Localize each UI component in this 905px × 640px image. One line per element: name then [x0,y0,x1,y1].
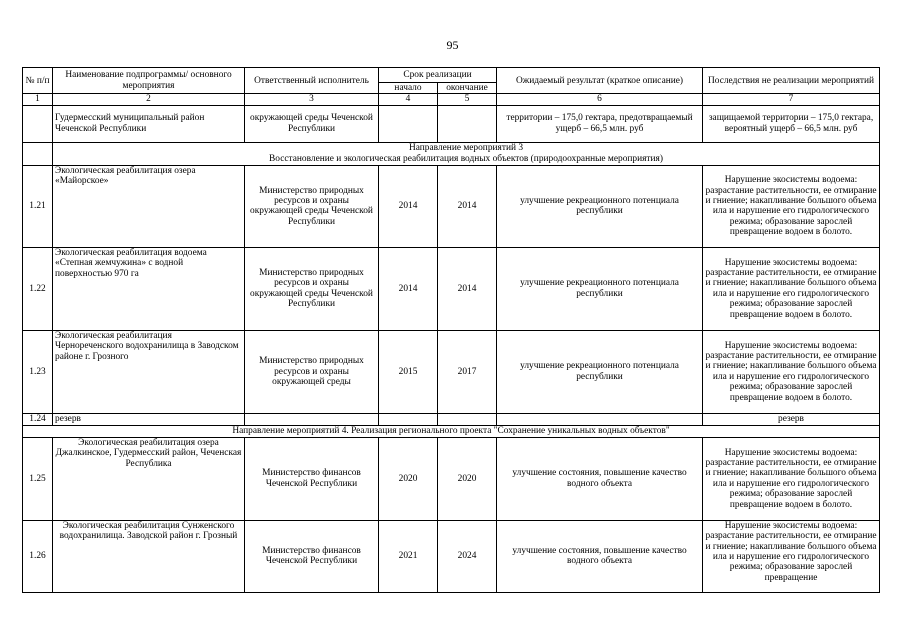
name-cell: Экологическая реабилитация Сунженского водохранилища. Заводской район г. Грозный [53,520,245,592]
consequences-cell: Нарушение экосистемы водоема: разрастание растительности, ее отмирание и гниение; накапливание большого объема ила и нарушение его гидрологического режима; образование зарослей превращение [703,520,880,592]
consequences-cell: Нарушение экосистемы водоема: разрастание растительности, ее отмирание и гниение; накапливание большого объема ила и нарушение его гидрологического режима; образование зарослей превращение водоем в болото. [703,437,880,520]
name-cell: Гудермесский муниципальный район Чеченской Республики [53,105,245,142]
name-cell: Экологическая реабилитация водоема «Степная жемчужина» с водной поверхностью 970 га [53,247,245,330]
direction-row [23,142,880,165]
end-cell: 2020 [438,437,497,520]
row-number: 1.22 [23,247,53,330]
header-name: Наименование подпрограммы/ основного мероприятия [53,68,245,94]
direction-title: Направление мероприятий 3 [408,143,524,154]
result-cell: территории – 175,0 гектара, предотвращаемый ущерб – 66,5 млн. руб [497,105,703,142]
header-period: Срок реализации [379,68,497,83]
column-index-row [23,94,880,105]
index-cell: 3 [245,94,379,105]
row-number: 1.25 [23,437,53,520]
index-cell: 7 [703,94,880,105]
start-cell: 2014 [379,247,438,330]
header-num: № п/п [23,68,53,94]
program-table [22,67,880,593]
end-cell: 2024 [438,520,497,592]
row-number: 1.23 [23,330,53,413]
start-cell: 2021 [379,520,438,592]
header-executor: Ответственный исполнитель [245,68,379,94]
name-cell: Экологическая реабилитация озера «Майорское» [53,165,245,247]
reserve-row [23,413,880,425]
end-cell: 2014 [438,247,497,330]
executor-cell: Министерство финансов Чеченской Республики [245,520,379,592]
row-number: 1.21 [23,165,53,247]
header-start: начало [379,83,438,94]
header-result: Ожидаемый результат (краткое описание) [497,68,703,94]
direction-heading [53,142,880,165]
table-row [23,247,880,330]
table-row [23,165,880,247]
index-cell: 2 [53,94,245,105]
header-consequences: Последствия не реализации мероприятий [703,68,880,94]
direction-row [23,425,880,437]
result-cell: улучшение рекреационного потенциала республики [497,330,703,413]
executor-cell: окружающей среды Чеченской Республики [245,105,379,142]
row-number: 1.26 [23,520,53,592]
table-row [23,520,880,592]
header-end: окончание [438,83,497,94]
direction-heading: Направление мероприятий 4. Реализация регионального проекта "Сохранение уникальных водных объектов" [23,425,880,437]
index-cell: 1 [23,94,53,105]
consequences-cell: защищаемой территории – 175,0 гектара, вероятный ущерб – 66,5 млн. руб [703,105,880,142]
table-row [23,105,880,142]
end-cell: 2014 [438,165,497,247]
end-cell: 2017 [438,330,497,413]
name-cell: Экологическая реабилитация озера Джалкинское, Гудермесский район, Чеченская Республика [53,437,245,520]
index-cell: 6 [497,94,703,105]
consequences-cell: Нарушение экосистемы водоема: разрастание растительности, ее отмирание и гниение; накапливание большого объема ила и нарушение его гидрологического режима; образование зарослей превращение водоем в болото. [703,247,880,330]
executor-cell: Министерство финансов Чеченской Республики [245,437,379,520]
start-cell: 2014 [379,165,438,247]
table-row [23,330,880,413]
executor-cell: Министерство природных ресурсов и охраны окружающей среды Чеченской Республики [245,247,379,330]
executor-cell: Министерство природных ресурсов и охраны окружающей среды [245,330,379,413]
index-cell: 5 [438,94,497,105]
page-number: 95 [446,38,459,52]
name-cell: резерв [53,413,245,425]
consequences-cell: Нарушение экосистемы водоема: разрастание растительности, ее отмирание и гниение; накапливание большого объема ила и нарушение его гидрологического режима; образование зарослей превращение водоем в болото. [703,165,880,247]
result-cell: улучшение состояния, повышение качество водного объекта [497,437,703,520]
executor-cell: Министерство природных ресурсов и охраны окружающей среды Чеченской Республики [245,165,379,247]
row-number: 1.24 [23,413,53,425]
start-cell: 2020 [379,437,438,520]
name-cell: Экологическая реабилитация Чернореченского водохранилища в Заводском районе г. Грозного [53,330,245,413]
result-cell: улучшение рекреационного потенциала республики [497,165,703,247]
table-row [23,437,880,520]
consequences-cell: Нарушение экосистемы водоема: разрастание растительности, ее отмирание и гниение; накапливание большого объема ила и нарушение его гидрологического режима; образование зарослей превращение водоем в болото. [703,330,880,413]
direction-subtitle: Восстановление и экологическая реабилитация водных объектов (природоохранные мероприятия) [269,153,663,164]
index-cell: 4 [379,94,438,105]
consequences-cell: резерв [703,413,880,425]
result-cell: улучшение рекреационного потенциала республики [497,247,703,330]
start-cell: 2015 [379,330,438,413]
result-cell: улучшение состояния, повышение качество водного объекта [497,520,703,592]
